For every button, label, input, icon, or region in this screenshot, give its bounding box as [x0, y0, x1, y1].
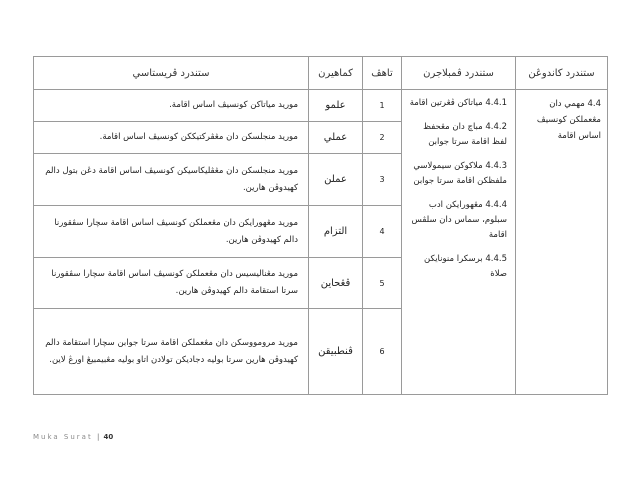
standard-learning-cell [402, 90, 516, 395]
skill-cell: التزام [309, 206, 363, 258]
level-cell: 4 [363, 206, 402, 258]
learning-standard-item: 4.4.5 برسکرا منونايکن صلاة [424, 254, 507, 279]
skill-cell: عملن [309, 154, 363, 206]
learning-standard-item: 4.4.3 ملاکوکن سيمولاسي ملفظکن اقامة سرتا جوابن [413, 161, 507, 186]
level-cell: 6 [363, 309, 402, 395]
descriptor-cell: موريد مرومووسکن دان مڠعملکن اقامة سرتا جوابن سچارا استقامة دالم کهيدوڤن هارين سرتا بوليه دجاديکن تولادن اتاو بوليه مڠبيمبيڠ اورڠ لاين. [34, 309, 309, 395]
standard-content-cell [516, 90, 608, 395]
learning-standard-item: 4.4.4 مڠهورايکن ادب سبلوم، سماس دان سلڤس اقامة [411, 200, 507, 240]
skill-cell: عملي [309, 122, 363, 154]
level-cell: 5 [363, 258, 402, 309]
header-skill: کماهيرن [309, 57, 363, 90]
descriptor-cell: موريد مڠهورايکن دان مڠعملکن کونسيڤ اساس اقامة سچارا سڤقورنا دالم کهيدوڤن هارين. [34, 206, 309, 258]
learning-standard-item: 4.4.2 مباچ دان مڠحفظ لفظ اقامة سرتا جوابن [423, 122, 507, 147]
skill-cell: علمو [309, 90, 363, 122]
descriptor-cell: موريد منجلسکن دان مڠڤليکاسيکن کونسيڤ اساس اقامة دڠن بتول دالم کهيدوڤن هارين. [34, 154, 309, 206]
footer-label: Muka Surat [33, 433, 93, 441]
performance-standard-table [33, 56, 608, 395]
learning-standard-item: 4.4.1 مياتاکن ڤڠرتين اقامة [409, 98, 507, 108]
level-cell: 1 [363, 90, 402, 122]
table-header-row [34, 57, 608, 90]
skill-cell: ڤڠحاين [309, 258, 363, 309]
descriptor-cell: موريد مڠناليسيس دان مڠعملکن کونسيڤ اساس اقامة سچارا سڤقورنا سرتا استقامة دالم کهيدوڤن هارين. [34, 258, 309, 309]
standard-content-text: 4.4 مهمي دان مڠعملکن کونسيڤ اساس اقامة [536, 99, 601, 141]
page-footer [33, 433, 113, 441]
header-performance-standard: ستندرد ڤريستاسي [34, 57, 309, 90]
header-standard-learning: ستندرد ڤمبلاجرن [402, 57, 516, 90]
level-cell: 3 [363, 154, 402, 206]
page-number: 40 [103, 433, 114, 441]
header-level: تاهڤ [363, 57, 402, 90]
footer-separator: | [96, 433, 100, 441]
header-standard-content: ستندرد کاندوڠن [516, 57, 608, 90]
descriptor-cell: موريد مياتاکن کونسيڤ اساس اقامة. [34, 90, 309, 122]
descriptor-cell: موريد منجلسکن دان مڠڤرکتيککن کونسيڤ اساس اقامة. [34, 122, 309, 154]
level-cell: 2 [363, 122, 402, 154]
table-row [34, 90, 608, 122]
skill-cell: ڤنطبيقن [309, 309, 363, 395]
